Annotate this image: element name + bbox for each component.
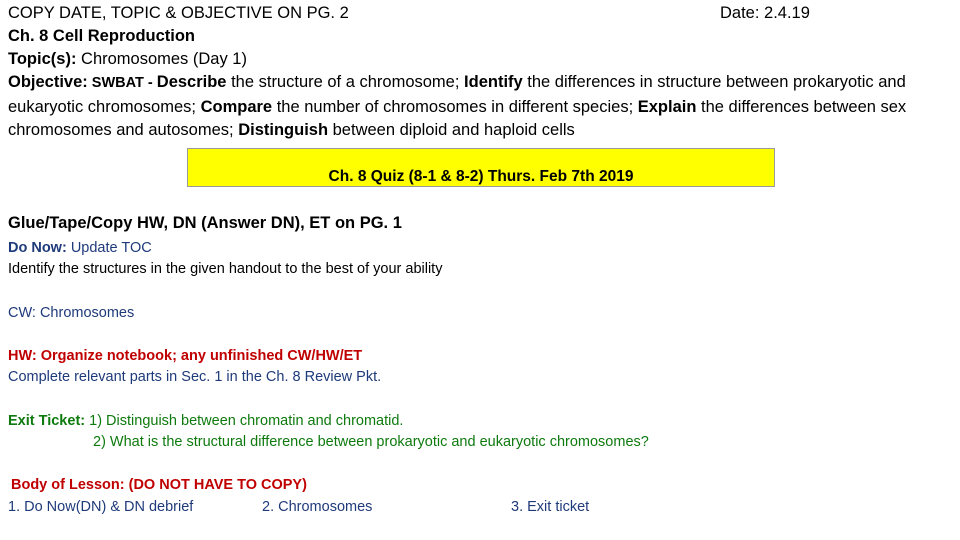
date: Date: 2.4.19	[720, 4, 810, 22]
lesson-item: 3. Exit ticket	[511, 499, 590, 515]
exit-ticket-line	[8, 411, 403, 432]
topic-label: Topic(s):	[8, 50, 77, 68]
exit-ticket-q1: Distinguish between chromatin and chromatid.	[102, 413, 404, 429]
objective-verb: Compare	[200, 97, 273, 116]
homework-title: HW: Organize notebook; any unfinished CW/HW/ET	[8, 348, 363, 364]
body-of-lesson-title: Body of Lesson: (DO NOT HAVE TO COPY)	[11, 477, 307, 493]
classwork: CW: Chromosomes	[8, 305, 135, 321]
lesson-item: 1. Do Now(DN) & DN debrief	[8, 499, 194, 515]
objective-text: the structure of a chromosome;	[226, 73, 465, 91]
objective-verb: Describe	[156, 73, 227, 91]
objective-verb: Identify	[464, 73, 523, 91]
do-now-value: Update TOC	[66, 240, 152, 256]
copy-instruction: COPY DATE, TOPIC & OBJECTIVE ON PG. 2	[8, 4, 349, 22]
topic-value: Chromosomes (Day 1)	[76, 50, 247, 68]
do-now-instruction: Identify the structures in the given handout to the best of your ability	[8, 261, 443, 277]
objective-text: the differences in structure between prokaryotic and eukaryotic chromosomes;	[8, 73, 906, 116]
objective-text: the number of chromosomes in different species;	[272, 97, 638, 116]
objective-text: between diploid and haploid cells	[328, 121, 575, 139]
objective-swbat: SWBAT -	[87, 75, 157, 91]
homework-detail: Complete relevant parts in Sec. 1 in the Ch. 8 Review Pkt.	[8, 369, 382, 385]
objective-label: Objective:	[8, 73, 88, 91]
objective-verb: Distinguish	[238, 121, 329, 139]
glue-instruction: Glue/Tape/Copy HW, DN (Answer DN), ET on PG. 1	[8, 214, 402, 232]
exit-ticket-q2: 2) What is the structural difference between prokaryotic and eukaryotic chromosomes?	[93, 434, 649, 450]
topic-line	[8, 48, 247, 71]
objective	[8, 71, 948, 143]
exit-ticket-q1-number: 1)	[85, 413, 103, 429]
chapter-title: Ch. 8 Cell Reproduction	[8, 27, 196, 45]
do-now-line	[8, 238, 152, 259]
quiz-banner-text: Ch. 8 Quiz (8-1 & 8-2) Thurs. Feb 7th 2019	[328, 168, 634, 185]
objective-text: the differences between sex chromosomes and autosomes;	[8, 97, 907, 139]
quiz-banner	[187, 148, 775, 187]
lesson-item: 2. Chromosomes	[262, 499, 373, 515]
exit-ticket-label: Exit Ticket:	[8, 413, 86, 429]
do-now-label: Do Now:	[8, 240, 67, 256]
objective-verb: Explain	[637, 97, 697, 116]
